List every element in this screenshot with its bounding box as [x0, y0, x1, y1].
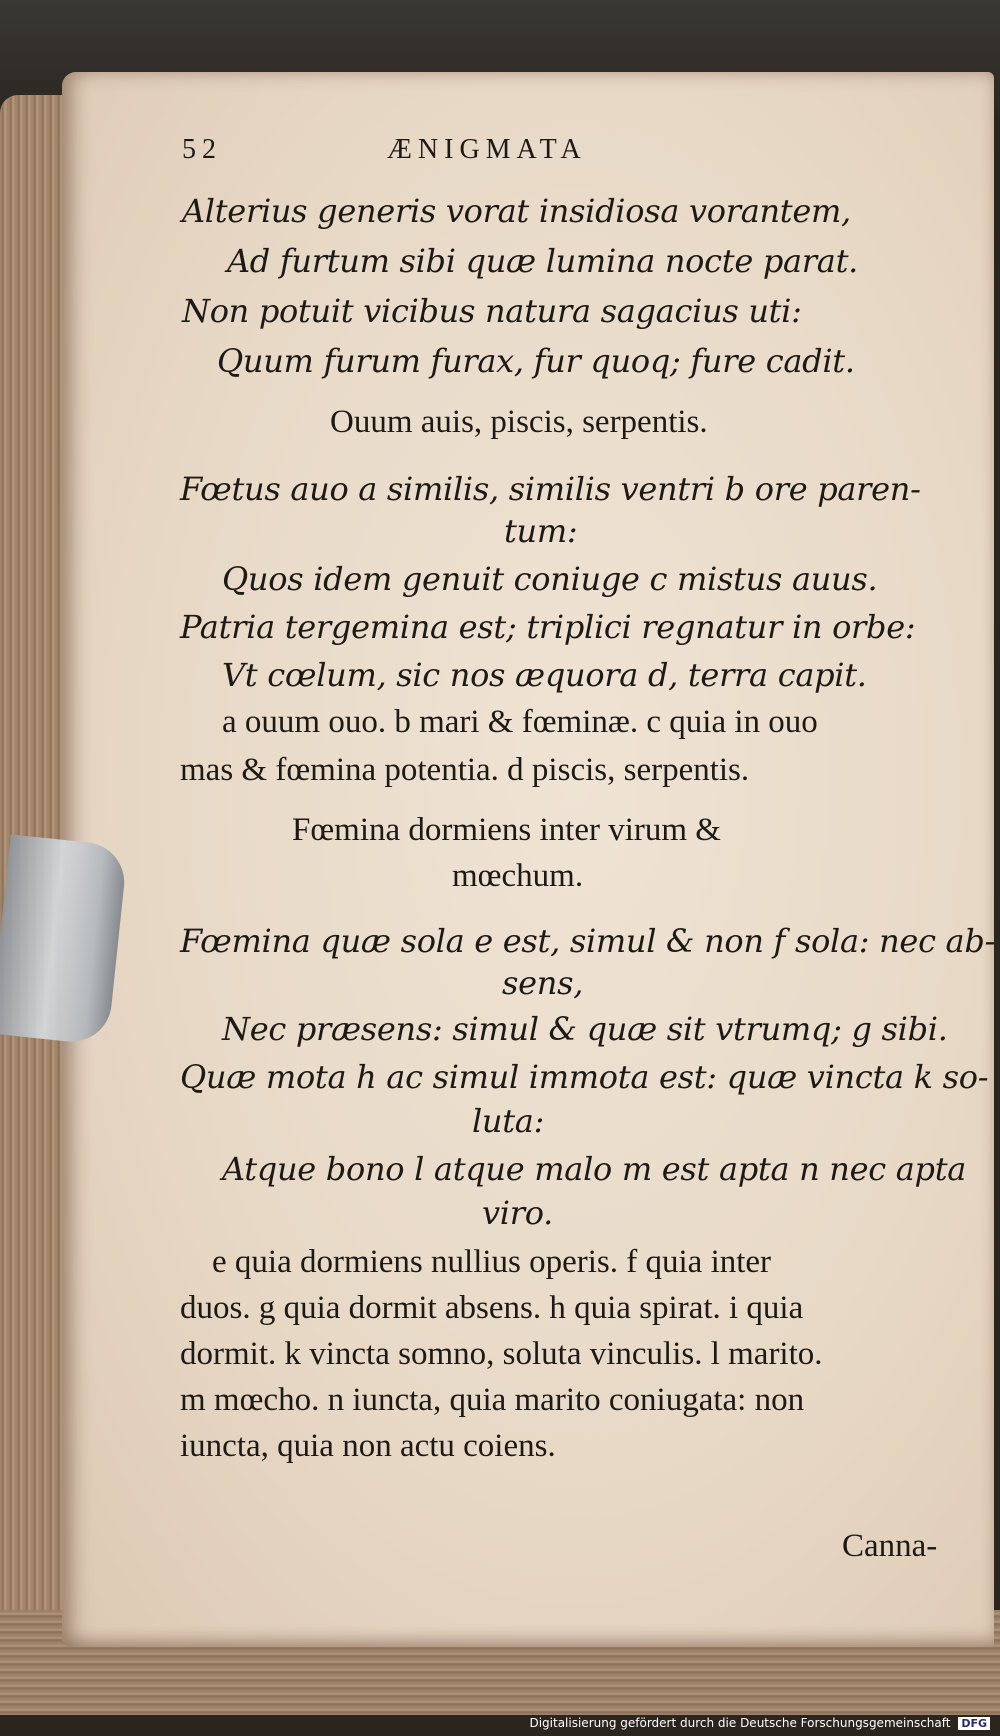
riddle-verse-line: Patria tergemina est; triplici regnatur in orbe:: [180, 608, 916, 646]
riddle-title: Ouum auis, piscis, serpentis.: [330, 404, 708, 440]
riddle-note-line: mas & fœmina potentia. d piscis, serpentis.: [180, 752, 750, 788]
poem-line: Quum furum furax, fur quoq; fure cadit.: [217, 342, 855, 380]
page-clip: [0, 834, 128, 1045]
riddle-note-line: a ouum ouo. b mari & fœminæ. c quia in ouo: [222, 704, 818, 740]
riddle-note-line: e quia dormiens nullius operis. f quia inter: [212, 1244, 772, 1280]
riddle-title: mœchum.: [452, 858, 584, 894]
digitization-footer: [529, 1716, 990, 1730]
poem-line: Non potuit vicibus natura sagacius uti:: [182, 292, 802, 330]
riddle-note-line: iuncta, quia non actu coiens.: [180, 1428, 556, 1464]
poem-line: Ad furtum sibi quæ lumina nocte parat.: [227, 242, 859, 280]
riddle-verse-line: tum:: [504, 512, 578, 550]
riddle-verse-line: Fœtus auo a similis, similis ventri b ore paren-: [180, 470, 921, 508]
running-title: ÆNIGMATA: [387, 134, 587, 165]
riddle-verse-line: luta:: [472, 1102, 545, 1140]
poem-line: Alterius generis vorat insidiosa vorantem,: [182, 192, 851, 230]
riddle-note-line: m mœcho. n iuncta, quia marito coniugata: non: [180, 1382, 805, 1418]
riddle-verse-line: Nec præsens: simul & quæ sit vtrumq; g sibi.: [222, 1010, 948, 1048]
riddle-note-line: duos. g quia dormit absens. h quia spirat. i quia: [180, 1290, 804, 1326]
riddle-note-line: dormit. k vincta somno, soluta vinculis. l marito.: [180, 1336, 823, 1372]
riddle-verse-line: viro.: [482, 1194, 553, 1232]
riddle-verse-line: Atque bono l atque malo m est apta n nec apta: [222, 1150, 967, 1188]
dfg-logo: DFG: [958, 1717, 990, 1730]
riddle-verse-line: Vt cœlum, sic nos æquora d, terra capit.: [222, 656, 867, 694]
riddle-verse-line: Quæ mota h ac simul immota est: quæ vincta k so-: [180, 1058, 989, 1096]
catchword: Canna-: [842, 1528, 938, 1564]
page: [62, 72, 994, 1647]
riddle-title: Fœmina dormiens inter virum &: [292, 812, 721, 848]
riddle-verse-line: Quos idem genuit coniuge c mistus auus.: [222, 560, 878, 598]
page-number: 52: [182, 134, 222, 165]
footer-text: Digitalisierung gefördert durch die Deutsche Forschungsgemeinschaft: [529, 1716, 951, 1730]
riddle-verse-line: Fœmina quæ sola e est, simul & non f sola: nec ab-: [180, 922, 996, 960]
riddle-verse-line: sens,: [502, 964, 584, 1002]
